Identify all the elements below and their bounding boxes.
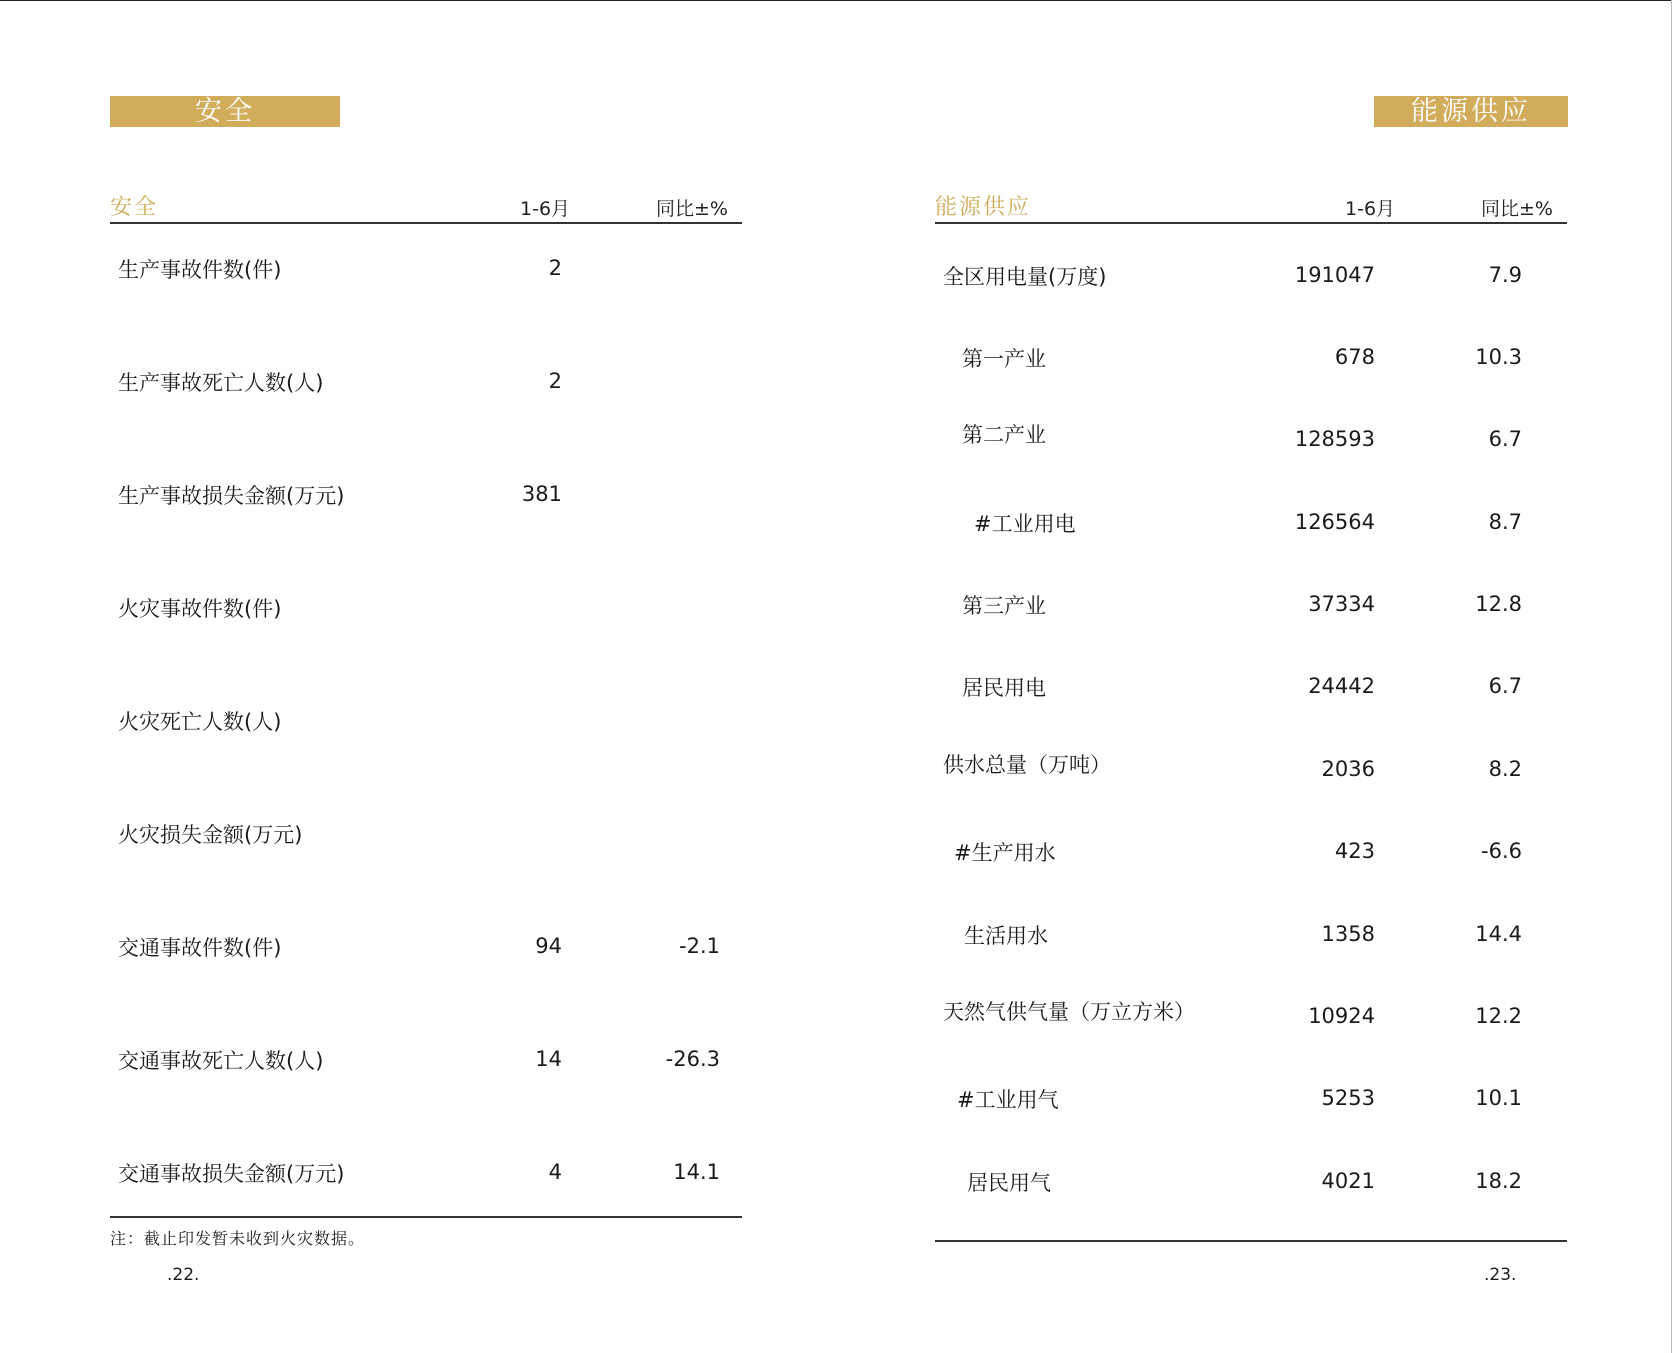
page-number-left: .22. [167,1265,200,1285]
row-label: 居民用气 [967,1171,1051,1195]
row-period-value: 128593 [1294,427,1375,451]
header-rule [935,222,1567,224]
row-period-value: 126564 [1294,510,1375,534]
col-period-header: 1-6月 [1345,198,1396,220]
table-row [935,590,1567,630]
row-label: 居民用电 [962,676,1046,700]
table-row [935,755,1567,795]
energy-table-header [935,190,1567,230]
footnote: 注：截止印发暂未收到火灾数据。 [110,1229,366,1248]
safety-table-header [110,190,742,230]
row-label: 交通事故死亡人数(人) [118,1049,324,1073]
row-yoy-value: -6.6 [1481,839,1522,863]
row-label: 火灾死亡人数(人) [118,710,282,734]
table-row [935,837,1567,877]
table-row [110,367,742,407]
row-period-value: 24442 [1308,674,1375,698]
row-yoy-value: 12.2 [1475,1004,1522,1028]
safety-table-title: 安全 [110,195,159,220]
row-period-value: 2 [548,369,562,393]
top-border [0,0,1672,1]
table-row [935,261,1567,301]
row-label: 火灾事故件数(件) [118,597,282,621]
table-row [935,343,1567,383]
section-banner-energy: 能源供应 [1374,96,1568,127]
table-row [110,593,742,633]
row-label: 生活用水 [964,924,1048,948]
table-row [110,1158,742,1198]
row-yoy-value: 18.2 [1475,1169,1522,1193]
row-label: 生产事故损失金额(万元) [118,484,345,508]
row-yoy-value: 6.7 [1488,674,1522,698]
row-yoy-value: 8.2 [1488,757,1522,781]
row-yoy-value: 14.1 [673,1160,720,1184]
row-yoy-value: 12.8 [1475,592,1522,616]
table-row [935,508,1567,548]
row-period-value: 94 [535,934,562,958]
energy-table-title: 能源供应 [935,195,1032,220]
row-label: #生产用水 [954,841,1056,865]
row-period-value: 191047 [1294,263,1375,287]
row-label: 供水总量（万吨） [943,753,1111,777]
row-period-value: 1358 [1321,922,1375,946]
table-row [110,254,742,294]
row-yoy-value: -2.1 [679,934,720,958]
row-label: 生产事故死亡人数(人) [118,371,324,395]
row-label: 第一产业 [962,347,1046,371]
header-rule [110,222,742,224]
table-row [935,672,1567,712]
section-banner-safety: 安全 [110,96,340,127]
row-period-value: 2 [548,256,562,280]
table-row [110,1045,742,1085]
table-row [935,1084,1567,1124]
row-label: 火灾损失金额(万元) [118,823,303,847]
row-yoy-value: 6.7 [1488,427,1522,451]
col-yoy-header: 同比±% [656,198,728,220]
table-row [935,425,1567,465]
row-yoy-value: 10.3 [1475,345,1522,369]
row-label: 生产事故件数(件) [118,258,282,282]
row-period-value: 5253 [1321,1086,1375,1110]
row-label: 第三产业 [962,594,1046,618]
row-label: 第二产业 [962,423,1046,447]
row-period-value: 423 [1334,839,1375,863]
footer-rule [110,1216,742,1218]
row-yoy-value: -26.3 [665,1047,720,1071]
row-period-value: 381 [521,482,562,506]
row-yoy-value: 7.9 [1488,263,1522,287]
row-label: 交通事故损失金额(万元) [118,1162,345,1186]
row-label: 全区用电量(万度) [943,265,1107,289]
col-period-header: 1-6月 [520,198,571,220]
table-row [110,706,742,746]
row-yoy-value: 10.1 [1475,1086,1522,1110]
col-yoy-header: 同比±% [1481,198,1553,220]
table-row [110,819,742,859]
row-period-value: 37334 [1308,592,1375,616]
row-period-value: 678 [1334,345,1375,369]
row-period-value: 4021 [1321,1169,1375,1193]
row-yoy-value: 8.7 [1488,510,1522,534]
row-label: #工业用电 [974,512,1076,536]
footer-rule [935,1240,1567,1242]
table-row [935,1002,1567,1042]
row-yoy-value: 14.4 [1475,922,1522,946]
table-row [935,1167,1567,1207]
table-row [110,932,742,972]
row-label: 交通事故件数(件) [118,936,282,960]
row-period-value: 2036 [1321,757,1375,781]
row-label: #工业用气 [957,1088,1059,1112]
table-row [935,920,1567,960]
table-row [110,480,742,520]
row-period-value: 14 [535,1047,562,1071]
row-period-value: 10924 [1308,1004,1375,1028]
row-label: 天然气供气量（万立方米） [943,1000,1195,1024]
page-number-right: .23. [1484,1265,1517,1285]
row-period-value: 4 [548,1160,562,1184]
